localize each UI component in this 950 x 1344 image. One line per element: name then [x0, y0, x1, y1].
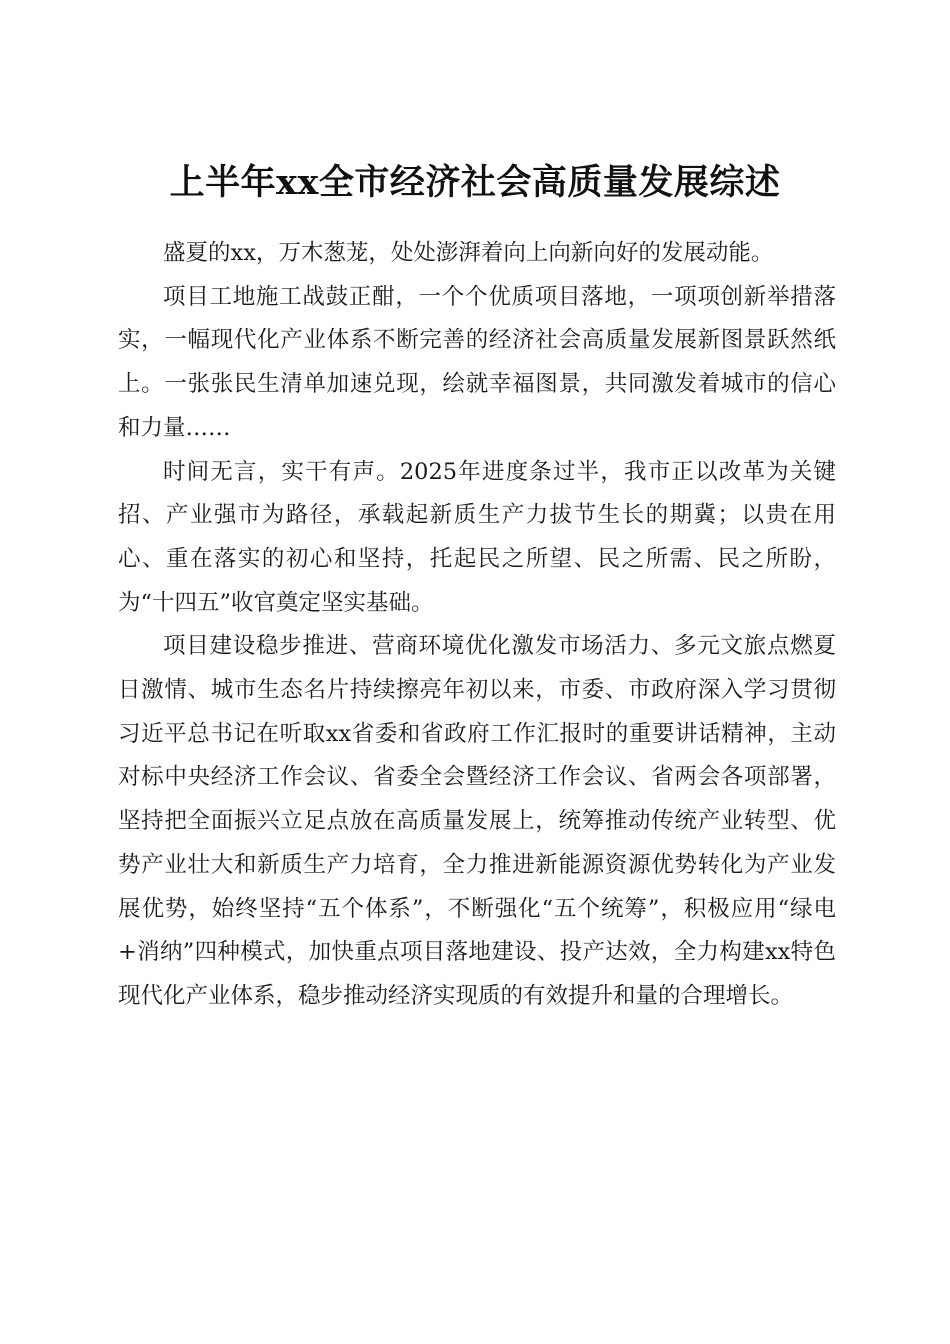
paragraph: 项目建设稳步推进、营商环境优化激发市场活力、多元文旅点燃夏日激情、城市生态名片持续擦亮年初以来，市委、市政府深入学习贯彻习近平总书记在听取xx省委和省政府工作汇报时的重要讲话精神，主动对标中央经济工作会议、省委全会暨经济工作会议、省两会各项部署，坚持把全面振兴立足点放在高质量发展上，统筹推动传统产业转型、优势产业壮大和新质生产力培育，全力推进新能源资源优势转化为产业发展优势，始终坚持“五个体系”，不断强化“五个统筹”，积极应用“绿电+消纳”四种模式，加快重点项目落地建设、投产达效，全力构建xx特色现代化产业体系，稳步推动经济实现质的有效提升和量的合理增长。: [118, 633, 836, 1009]
paragraph: 时间无言，实干有声。2025年进度条过半，我市正以改革为关键招、产业强市为路径，承载起新质生产力拔节生长的期冀；以贵在用心、重在落实的初心和坚持，托起民之所望、民之所需、民之所盼，为“十四五”收官奠定坚实基础。: [118, 458, 836, 616]
paragraph: 盛夏的xx，万木葱茏，处处澎湃着向上向新向好的发展动能。: [163, 240, 774, 266]
document-title: 上半年xx全市经济社会高质量发展综述: [169, 162, 781, 204]
document-body: [118, 232, 836, 1019]
paragraph: 项目工地施工战鼓正酣，一个个优质项目落地，一项项创新举措落实，一幅现代化产业体系不断完善的经济社会高质量发展新图景跃然纸上。一张张民生清单加速兑现，绘就幸福图景，共同激发着城市的信心和力量……: [118, 283, 836, 441]
